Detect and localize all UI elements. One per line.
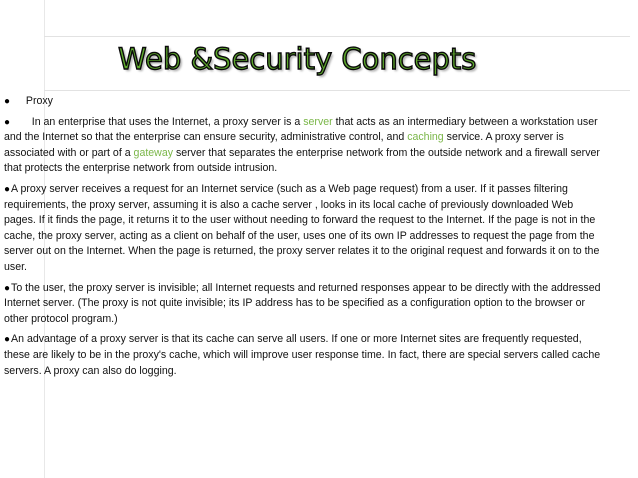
paragraph-text-part: that acts as an intermediary between a workstation user and the Internet so that the enterprise can ensure security, administrative control, and — [4, 115, 598, 144]
bullet-icon: ● — [4, 282, 11, 294]
paragraph-text-part: server that separates the enterprise network from the outside network and a firewall server that protects the enterprise network from outside intrusion. — [4, 146, 600, 175]
bullet-paragraph-intro — [4, 115, 604, 177]
slide-title: Web &Security Concepts — [118, 42, 477, 76]
paragraph-text: Proxy — [25, 95, 53, 107]
paragraph-text-part: In an enterprise that uses the Internet, a proxy server is a — [31, 115, 304, 128]
bullet-icon: ● — [4, 96, 11, 107]
slide-body — [4, 94, 604, 379]
bullet-paragraph-advantage — [4, 332, 604, 379]
caching-link[interactable]: caching — [407, 131, 444, 144]
bullet-paragraph-request — [4, 182, 604, 276]
bullet-paragraph-proxy — [4, 94, 604, 110]
bullet-paragraph-invisible — [4, 281, 604, 328]
paragraph-text: To the user, the proxy server is invisible; all Internet requests and returned responses appear to be directly with the addressed Internet server. (The proxy is not quite invisible; its IP address has to be specified as a configuration option to the browser or other protocol program.) — [4, 281, 601, 325]
gateway-link[interactable]: gateway — [133, 146, 174, 159]
title-top-rule — [44, 36, 630, 37]
paragraph-text: An advantage of a proxy server is that its cache can serve all users. If one or more Internet sites are frequently requested, these are likely to be in the proxy's cache, which will improve user response time. In fact, there are special servers called cache servers. A proxy can also do logging. — [4, 333, 601, 377]
server-link[interactable]: server — [303, 115, 333, 128]
bullet-icon: ● — [4, 334, 11, 346]
title-bottom-rule — [44, 90, 630, 91]
paragraph-text-part: service. A proxy server is associated with or part of a — [4, 131, 564, 159]
bullet-icon: ● — [4, 116, 11, 128]
paragraph-text: A proxy server receives a request for an Internet service (such as a Web page request) from a user. If it passes filtering requirements, the proxy server, assuming it is also a cache server , looks in its local cache of previously downloaded Web pages. If it finds the page, it returns it to the user without needing to forward the request to the Internet. If the page is not in the cache, the proxy server, acting as a client on behalf of the user, uses one of its own IP addresses to request the page from the server out on the Internet. When the page is returned, the proxy server relates it to the original request and forwards it on to the user. — [4, 182, 600, 273]
bullet-icon: ● — [4, 183, 11, 195]
